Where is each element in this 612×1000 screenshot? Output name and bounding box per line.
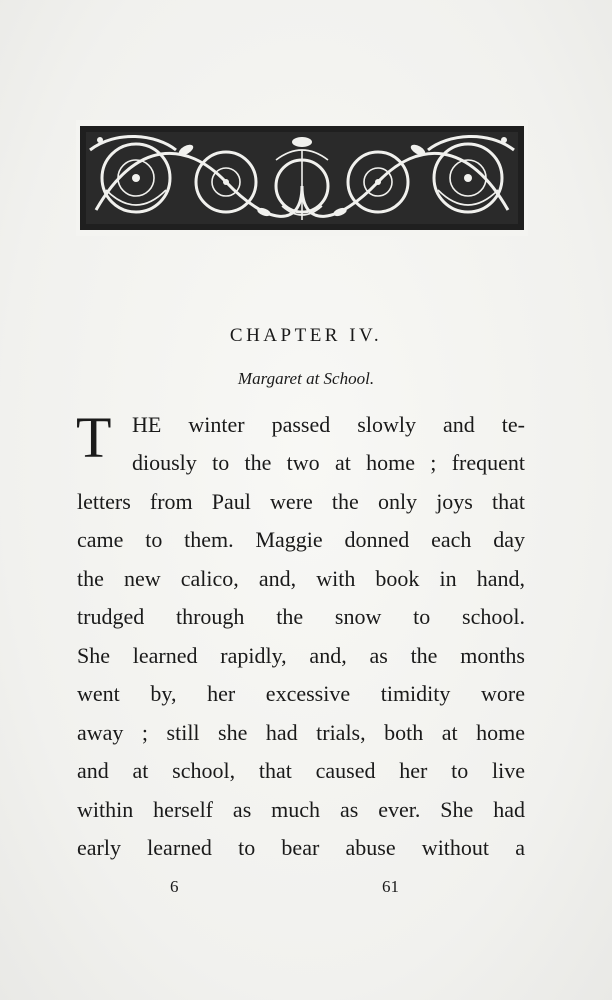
body-text-line: within herself as much as ever. She had [77,797,525,822]
body-text-line: the new calico, and, with book in hand, [77,566,525,591]
signature-mark: 6 [170,877,179,896]
body-text-line: letters from Paul were the only joys that [77,489,525,514]
drop-cap-initial: T [76,405,112,470]
body-text-line: went by, her excessive timidity wore [77,681,525,706]
body-text-line: and at school, that caused her to live [77,758,525,783]
body-text-line: trudged through the snow to school. [77,604,525,629]
page-number: 61 [382,877,399,896]
body-text-line: She learned rapidly, and, as the months [77,643,525,668]
body-text-line: HE winter passed slowly and te- [132,412,525,437]
body-text-line: early learned to bear abuse without a [77,835,525,860]
chapter-heading: CHAPTER IV. [229,325,383,346]
body-text-line: came to them. Maggie donned each day [77,527,525,552]
body-text-line: away ; still she had trials, both at home [77,720,525,745]
body-text-line: diously to the two at home ; frequent [132,450,525,475]
floral-headpiece-ornament [76,120,528,236]
chapter-subtitle: Margaret at School. [237,369,375,388]
